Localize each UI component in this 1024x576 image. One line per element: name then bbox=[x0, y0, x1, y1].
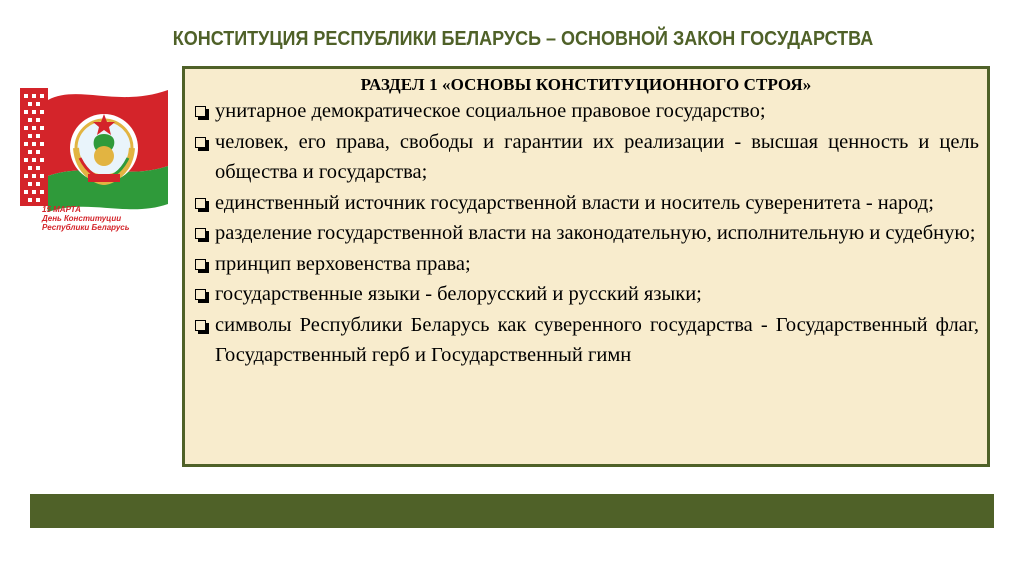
checkbox-bullet-icon bbox=[195, 259, 206, 270]
list-item-text: унитарное демократическое социальное правовое государство; bbox=[215, 100, 766, 122]
list-item-text: человек, его права, свободы и гарантии их реализации - высшая ценность и цель общества и государства; bbox=[215, 130, 979, 183]
list-item-text: единственный источник государственной власти и носитель суверенитета - народ; bbox=[215, 191, 934, 214]
list-item bbox=[193, 188, 979, 219]
list-item-text: государственные языки - белорусский и русский языки; bbox=[215, 283, 702, 305]
checkbox-bullet-icon bbox=[195, 289, 206, 300]
slide-title: КОНСТИТУЦИЯ РЕСПУБЛИКИ БЕЛАРУСЬ – ОСНОВНОЙ ЗАКОН ГОСУДАРСТВА bbox=[172, 28, 874, 50]
constitution-section-box bbox=[182, 66, 990, 467]
list-item bbox=[193, 310, 979, 371]
principles-list bbox=[193, 96, 979, 371]
footer-bar bbox=[30, 494, 994, 528]
list-item bbox=[193, 127, 979, 188]
list-item bbox=[193, 96, 979, 127]
list-item bbox=[193, 218, 979, 249]
logo-caption-country: Республики Беларусь bbox=[42, 223, 130, 232]
list-item bbox=[193, 279, 979, 310]
checkbox-bullet-icon bbox=[195, 228, 206, 239]
section-heading: РАЗДЕЛ 1 «ОСНОВЫ КОНСТИТУЦИОННОГО СТРОЯ» bbox=[360, 75, 812, 94]
list-item bbox=[193, 249, 979, 280]
list-item-text: принцип верховенства права; bbox=[215, 252, 471, 275]
checkbox-bullet-icon bbox=[195, 320, 206, 331]
logo-caption-date: 15 МАРТА bbox=[42, 205, 81, 214]
checkbox-bullet-icon bbox=[195, 137, 206, 148]
checkbox-bullet-icon bbox=[195, 106, 206, 117]
logo-caption-title: День Конституции bbox=[42, 214, 122, 223]
checkbox-bullet-icon bbox=[195, 198, 206, 209]
list-item-text: символы Республики Беларусь как суверенного государства - Государственный флаг, Государственный герб и Государственный гимн bbox=[215, 313, 979, 366]
list-item-text: разделение государственной власти на законодательную, исполнительную и судебную; bbox=[215, 222, 976, 244]
logo-caption bbox=[42, 205, 170, 232]
